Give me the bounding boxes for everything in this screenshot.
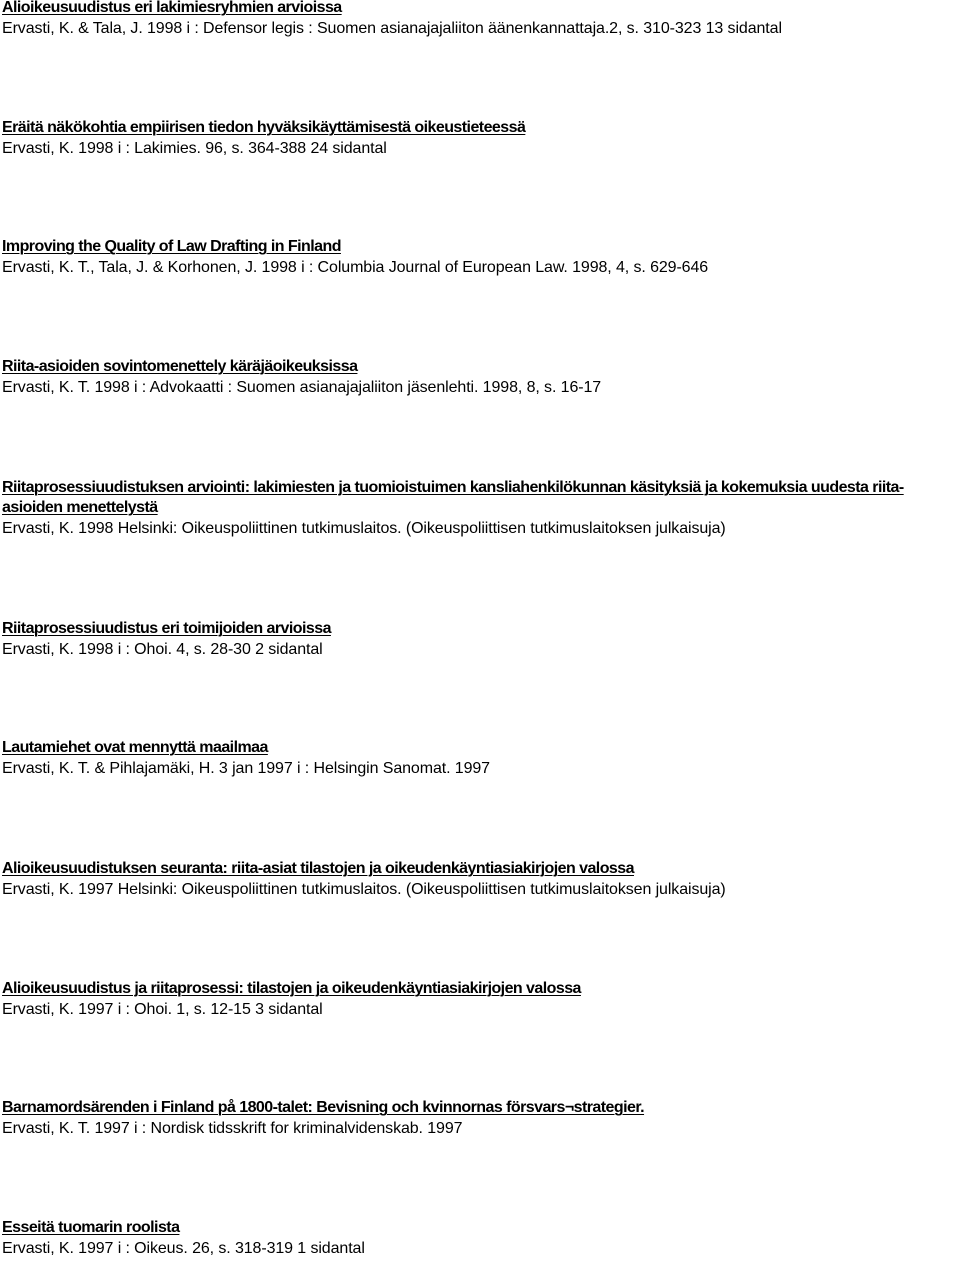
publication-entry [2,237,958,279]
publication-title[interactable]: Alioikeusuudistus eri lakimiesryhmien arvioissa [2,0,342,16]
publication-title[interactable]: Barnamordsärenden i Finland på 1800-talet: Bevisning och kvinnornas försvars¬strategier. [2,1099,645,1116]
publication-entry [2,118,958,160]
publication-citation: Ervasti, K. 1998 i : Lakimies. 96, s. 364-388 24 sidantal [2,140,387,157]
publication-entry [2,478,958,540]
publication-entry [2,0,958,40]
publication-title[interactable]: Alioikeusuudistus ja riitaprosessi: tilastojen ja oikeudenkäyntiasiakirjojen valossa [2,980,581,997]
publication-title[interactable]: Riitaprosessiuudistuksen arviointi: lakimiesten ja tuomioistuimen kansliahenkilökunnan käsityksiä ja kokemuksia uudesta riita-asioiden menettelystä [2,479,904,516]
publication-title[interactable]: Lautamiehet ovat mennyttä maailmaa [2,739,268,756]
publication-title[interactable]: Alioikeusuudistuksen seuranta: riita-asiat tilastojen ja oikeudenkäyntiasiakirjojen valossa [2,860,634,877]
publication-citation: Ervasti, K. T. 1997 i : Nordisk tidsskrift for kriminalvidenskab. 1997 [2,1120,463,1137]
publication-entry [2,1218,958,1260]
publication-title[interactable]: Riitaprosessiuudistus eri toimijoiden arvioissa [2,620,331,637]
publication-entry [2,1098,958,1140]
publication-title[interactable]: Esseitä tuomarin roolista [2,1219,180,1236]
publication-title[interactable]: Eräitä näkökohtia empiirisen tiedon hyväksikäyttämisestä oikeustieteessä [2,119,526,136]
publication-citation: Ervasti, K. T. 1998 i : Advokaatti : Suomen asianajajaliiton jäsenlehti. 1998, 8, s. 16-17 [2,379,602,396]
publication-entry [2,859,958,901]
publication-citation: Ervasti, K. 1997 Helsinki: Oikeuspoliittinen tutkimuslaitos. (Oikeuspoliittisen tutkimuslaitoksen julkaisuja) [2,881,726,898]
publication-entry [2,619,958,661]
publication-entry [2,979,958,1021]
publication-title[interactable]: Riita-asioiden sovintomenettely käräjäoikeuksissa [2,358,358,375]
publication-entry [2,738,958,780]
publication-citation: Ervasti, K. & Tala, J. 1998 i : Defensor legis : Suomen asianajajaliiton äänenkannattaja.2, s. 310-323 13 sidantal [2,20,782,37]
publication-citation: Ervasti, K. T., Tala, J. & Korhonen, J. 1998 i : Columbia Journal of European Law. 1998, 4, s. 629-646 [2,259,709,276]
publication-citation: Ervasti, K. 1998 i : Ohoi. 4, s. 28-30 2 sidantal [2,641,323,658]
publication-entry [2,357,958,399]
publication-citation: Ervasti, K. 1997 i : Ohoi. 1, s. 12-15 3 sidantal [2,1001,323,1018]
publication-citation: Ervasti, K. 1997 i : Oikeus. 26, s. 318-319 1 sidantal [2,1240,365,1257]
publication-citation: Ervasti, K. T. & Pihlajamäki, H. 3 jan 1997 i : Helsingin Sanomat. 1997 [2,760,490,777]
publication-title[interactable]: Improving the Quality of Law Drafting in Finland [2,238,341,255]
publication-citation: Ervasti, K. 1998 Helsinki: Oikeuspoliittinen tutkimuslaitos. (Oikeuspoliittisen tutkimuslaitoksen julkaisuja) [2,520,726,537]
